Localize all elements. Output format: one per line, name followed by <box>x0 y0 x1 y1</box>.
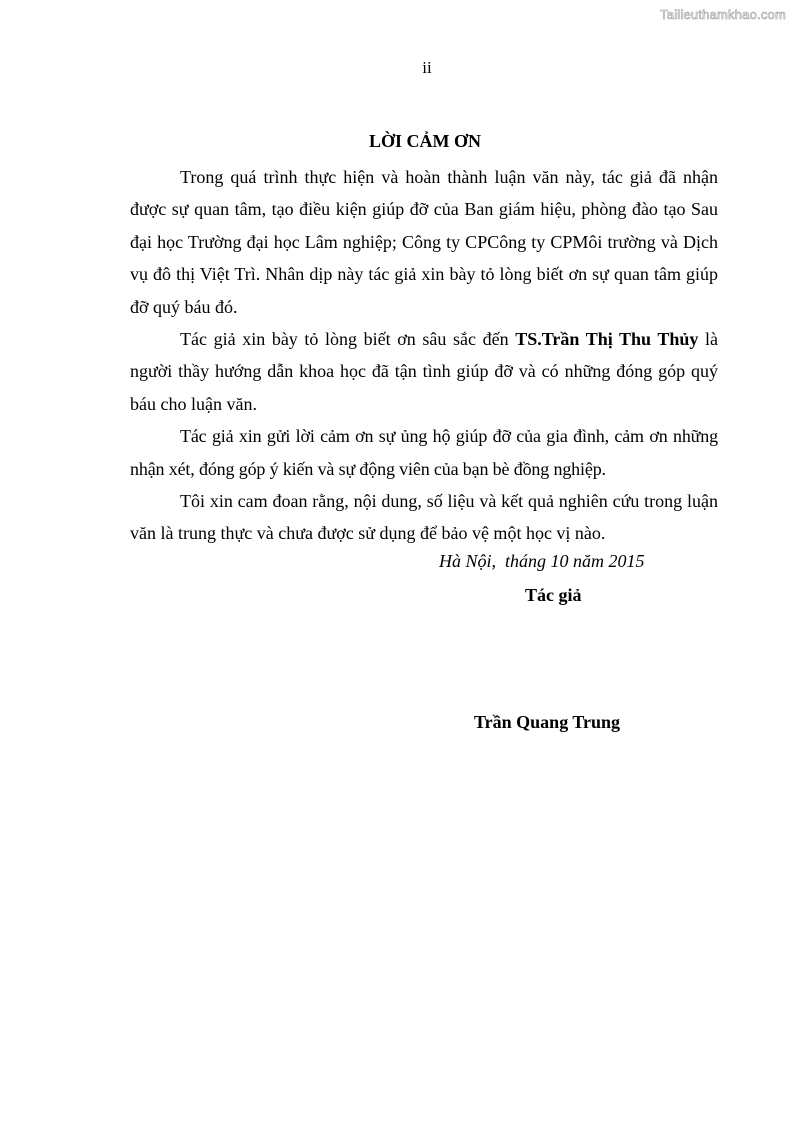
acknowledgement-body <box>130 161 718 550</box>
paragraph-3: Tác giả xin gửi lời cảm ơn sự ủng hộ giúp đỡ của gia đình, cảm ơn những nhận xét, đóng góp ý kiến và sự động viên của bạn bè đồng nghiệp. <box>130 426 718 479</box>
paragraph-2 <box>130 323 718 420</box>
page-number: ii <box>422 58 432 77</box>
paragraph-2-text-start: Tác giả xin bày tỏ lòng biết ơn sâu sắc đến <box>180 329 516 350</box>
paragraph-4: Tôi xin cam đoan rằng, nội dung, số liệu và kết quả nghiên cứu trong luận văn là trung thực và chưa được sử dụng để bảo vệ một học vị nào. <box>130 491 718 544</box>
paragraph-1: Trong quá trình thực hiện và hoàn thành luận văn này, tác giả đã nhận được sự quan tâm, tạo điều kiện giúp đỡ của Ban giám hiệu, phòng đào tạo Sau đại học Trường đại học Lâm nghiệp; Công ty CPCông ty CPMôi trường và Dịch vụ đô thị Việt Trì. Nhân dịp này tác giả xin bày tỏ lòng biết ơn sự quan tâm giúp đỡ quý báu đó. <box>130 167 718 317</box>
paragraph-2-text-end: là người thầy hướng dẫn khoa học đã tận tình giúp đỡ và có những đóng góp quý báu cho luận văn. <box>130 329 718 414</box>
supervisor-name: TS.Trần Thị Thu Thủy <box>515 329 699 350</box>
signature-date: Hà Nội, tháng 10 năm 2015 <box>439 551 645 571</box>
page-title: LỜI CẢM ƠN <box>369 131 481 151</box>
watermark-text: Tailieuthamkhao.com <box>660 7 786 22</box>
author-name: Trần Quang Trung <box>474 712 621 732</box>
signature-role: Tác giả <box>525 585 582 605</box>
